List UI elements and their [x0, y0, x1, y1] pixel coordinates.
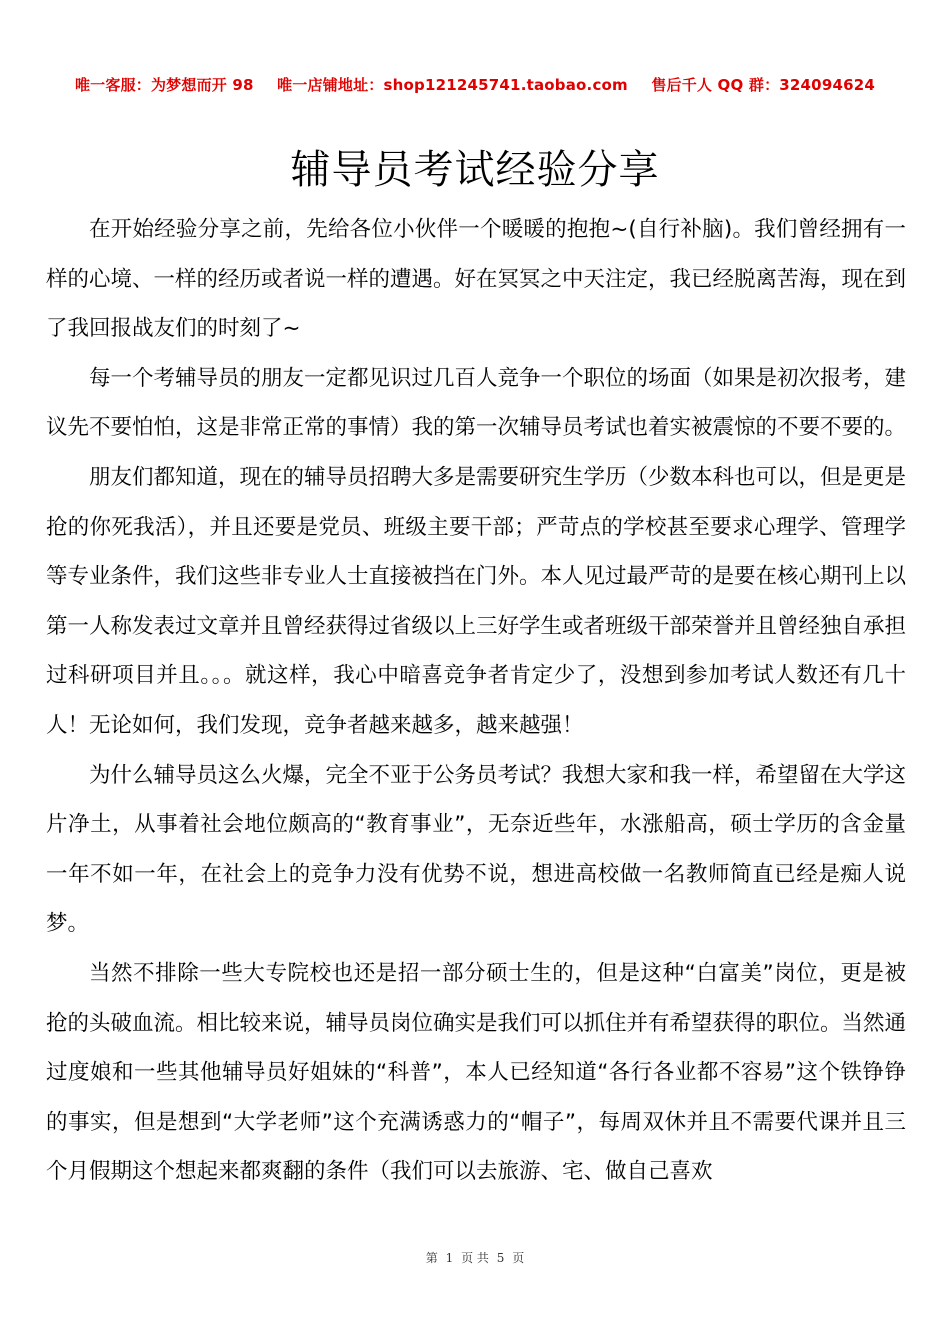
page-label-prefix: 第 [425, 1251, 438, 1265]
document-title: 辅导员考试经验分享 [290, 147, 660, 193]
paragraph-1: 在开始经验分享之前，先给各位小伙伴一个暖暖的抱抱~(自行补脑)。我们曾经拥有一样的心境、一样的经历或者说一样的遭遇。好在冥冥之中天注定，我已经脱离苦海，现在到了我回报战友们的时刻了~ [46, 217, 907, 342]
page-total-number: 5 [496, 1251, 505, 1265]
document-body [46, 205, 906, 1197]
paragraph-2: 每一个考辅导员的朋友一定都见识过几百人竞争一个职位的场面（如果是初次报考，建议先不要怕怕，这是非常正常的事情）我的第一次辅导员考试也着实被震惊的不要不要的。 [46, 365, 907, 441]
page-footer [0, 1249, 950, 1266]
page-label-mid: 页 共 [461, 1251, 489, 1265]
qq-group-text: 售后千人 QQ 群：324094624 [651, 76, 876, 94]
customer-service-text: 唯一客服：为梦想而开 98 [74, 76, 254, 94]
paragraph-5: 当然不排除一些大专院校也还是招一部分硕士生的，但是这种“白富美”岗位，更是被抢的头破血流。相比较来说，辅导员岗位确实是我们可以抓住并有希望获得的职位。当然通过度娘和一些其他辅导员好姐妹的“科普”，本人已经知道“各行各业都不容易”这个铁铮铮的事实，但是想到“大学老师”这个充满诱惑力的“帽子”，每周双休并且不需要代课并且三个月假期这个想起来都爽翻的条件（我们可以去旅游、宅、做自己喜欢 [46, 960, 907, 1185]
paragraph-4: 为什么辅导员这么火爆，完全不亚于公务员考试？我想大家和我一样，希望留在大学这片净土，从事着社会地位颇高的“教育事业”，无奈近些年，水涨船高，硕士学历的含金量一年不如一年，在社会上的竞争力没有优势不说，想进高校做一名教师简直已经是痴人说梦。 [46, 762, 907, 937]
shop-address-text: 唯一店铺地址：shop121245741.taobao.com [277, 76, 628, 94]
page-current-number: 1 [445, 1251, 454, 1265]
page-label-suffix: 页 [512, 1251, 525, 1265]
paragraph-3: 朋友们都知道，现在的辅导员招聘大多是需要研究生学历（少数本科也可以，但是更是抢的你死我活），并且还要是党员、班级主要干部；严苛点的学校甚至要求心理学、管理学等专业条件，我们这些非专业人士直接被挡在门外。本人见过最严苛的是要在核心期刊上以第一人称发表过文章并且曾经获得过省级以上三好学生或者班级干部荣誉并且曾经独自承担过科研项目并且。。。就这样，我心中暗喜竞争者肯定少了，没想到参加考试人数还有几十人！无论如何，我们发现，竞争者越来越多，越来越强！ [46, 464, 907, 738]
header-banner [0, 74, 950, 95]
